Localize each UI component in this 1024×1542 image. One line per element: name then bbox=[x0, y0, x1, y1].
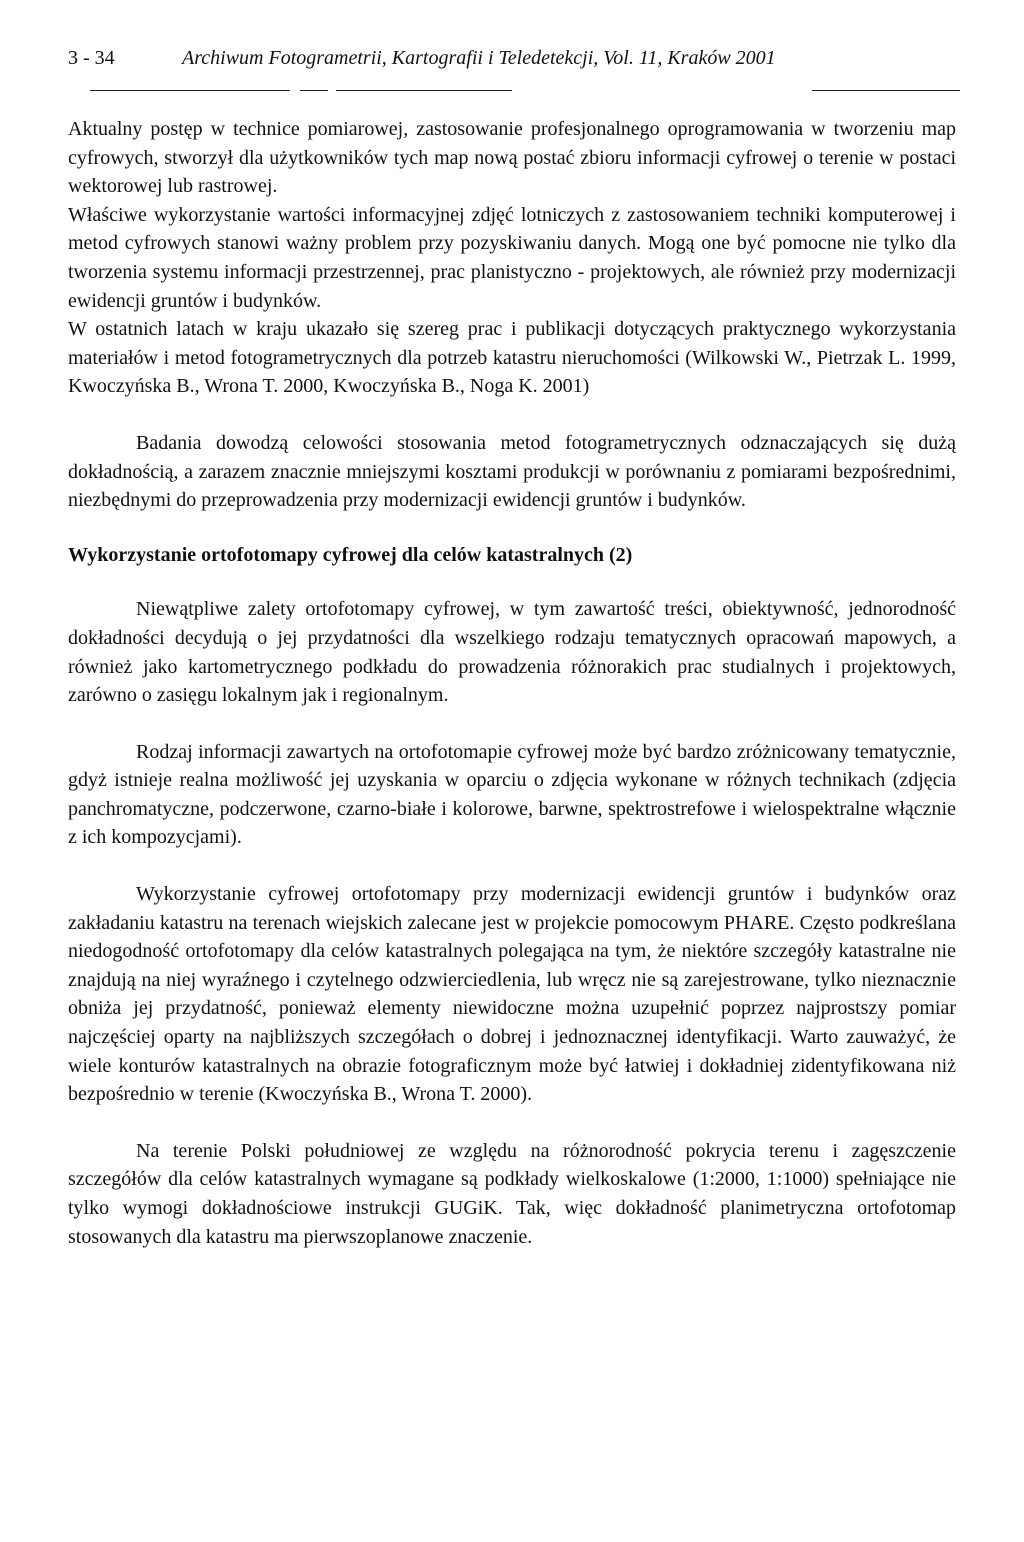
header-rule bbox=[336, 90, 512, 91]
paragraph-research: Badania dowodzą celowości stosowania metod fotogrametrycznych odznaczających się dużą dokładnością, a zarazem znacznie mniejszymi kosztami produkcji w porównaniu z pomiarami bezpośrednimi, niezbędnymi do przeprowadzenia przy modernizacji ewidencji gruntów i budynków. bbox=[68, 431, 956, 512]
paragraph-publications: W ostatnich latach w kraju ukazało się szereg prac i publikacji dotyczących praktycznego wykorzystania materiałów i metod fotogrametrycznych dla potrzeb katastru nieruchomości (Wilkowski W., Pietrzak L. 1999, Kwoczyńska B., Wrona T. 2000, Kwoczyńska B., Noga K. 2001) bbox=[68, 318, 956, 398]
journal-citation: Archiwum Fotogrametrii, Kartografii i Teledetekcji, Vol. 11, Kraków 2001 bbox=[182, 47, 776, 69]
paragraph-southern-poland: Na terenie Polski południowej ze względu na różnorodność pokrycia terenu i zagęszczenie szczegółów dla celów katastralnych wymagane są podkłady wielkoskalowe (1:2000, 1:1000) spełniające nie tylko wymogi dokładnościowe instrukcji GUGiK. Tak, więc dokładność planimetryczna ortofotomap stosowanych dla katastru ma pierwszoplanowe znaczenie. bbox=[68, 1139, 956, 1248]
header-rule bbox=[90, 90, 290, 91]
paragraph-phare: Wykorzystanie cyfrowej ortofotomapy przy modernizacji ewidencji gruntów i budynków oraz zakładaniu katastru na terenach wiejskich zalecane jest w projekcie pomocowym PHARE. Często podkreślana niedogodność ortofotomapy dla celów katastralnych polegająca na tym, że niektóre szczegóły katastralne nie znajdują na niej wyraźnego i czytelnego odzwierciedlenia, lub wręcz nie są zarejestrowane, tylko nieznacznie obniża jej przydatność, ponieważ elementy niewidoczne można uzupełnić poprzez najprostszy pomiar najczęściej oparty na najbliższych szczegółach o dobrej i jednoznacznej identyfikacji. Warto zauważyć, że wiele konturów katastralnych na obrazie fotograficznym może być łatwiej i dokładniej zidentyfikowana niż bezpośrednio w terenie (Kwoczyńska B., Wrona T. 2000). bbox=[68, 883, 956, 1106]
paragraph-orthophoto-advantages: Niewątpliwe zalety ortofotomapy cyfrowej, w tym zawartość treści, obiektywność, jednorodność dokładności decydują o jej przydatności dla wszelkiego rodzaju tematycznych opracowań mapowych, a również jako kartometrycznego podkładu do prowadzenia różnorakich prac studialnych i projektowych, zarówno o zasięgu lokalnym jak i regionalnym. bbox=[68, 598, 956, 707]
page-number: 3 - 34 bbox=[68, 47, 115, 69]
paragraph-intro: Aktualny postęp w technice pomiarowej, zastosowanie profesjonalnego oprogramowania w tworzeniu map cyfrowych, stworzył dla użytkowników tych map nową postać zbioru informacji cyfrowej o terenie w postaci wektorowej lub rastrowej. bbox=[68, 118, 956, 198]
header-rule bbox=[300, 90, 328, 91]
paragraph-information-types: Rodzaj informacji zawartych na ortofotomapie cyfrowej może być bardzo zróżnicowany tematycznie, gdyż istnieje realna możliwość jej uzyskania w oparciu o zdjęcia wykonane w różnych technikach (zdjęcia panchromatyczne, podczerwone, czarno-białe i kolorowe, barwne, spektrostrefowe i wielospektralne włącznie z ich kompozycjami). bbox=[68, 740, 956, 849]
section-heading: Wykorzystanie ortofotomapy cyfrowej dla celów katastralnych (2) bbox=[68, 543, 633, 566]
header-rule bbox=[812, 90, 960, 91]
article-body bbox=[68, 115, 956, 1251]
paragraph-aerial-photos: Właściwe wykorzystanie wartości informacyjnej zdjęć lotniczych z zastosowaniem techniki komputerowej i metod cyfrowych stanowi ważny problem przy pozyskiwaniu danych. Mogą one być pomocne nie tylko dla tworzenia systemu informacji przestrzennej, prac planistyczno - projektowych, ale również przy modernizacji ewidencji gruntów i budynków. bbox=[68, 203, 956, 312]
running-header bbox=[68, 44, 956, 72]
